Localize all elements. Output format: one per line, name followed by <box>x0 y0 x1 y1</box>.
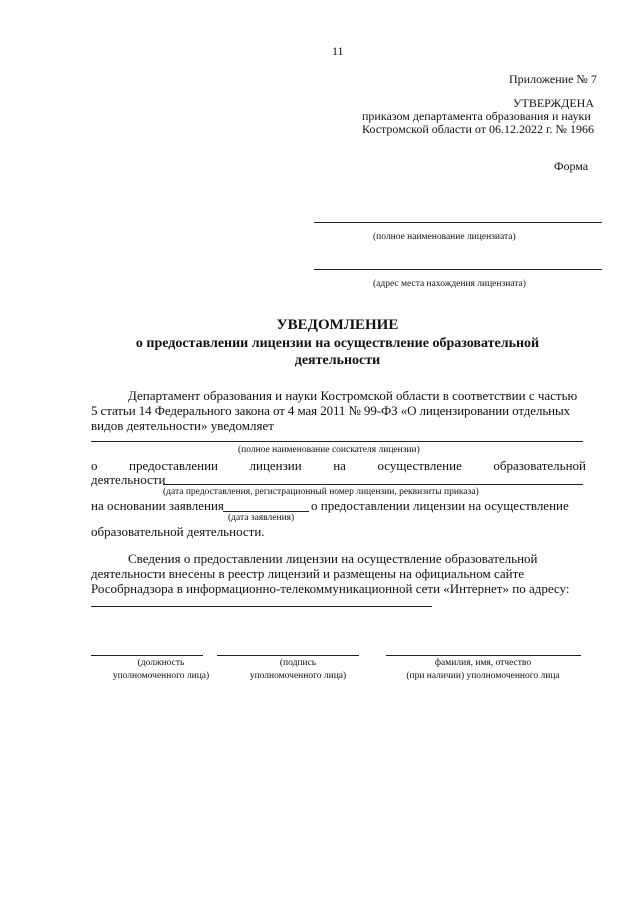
word-granting: предоставлении <box>129 458 218 473</box>
paragraph-2-line-1: Сведения о предоставлении лицензии на осуществление образовательной <box>128 551 538 566</box>
applicant-name-caption: (полное наименование соискателя лицензии) <box>238 445 420 455</box>
appendix-label: Приложение № 7 <box>509 72 597 86</box>
word-license: лицензии <box>249 458 302 473</box>
paragraph-2-line-2: деятельности внесены в реестр лицензий и размещены на официальном сайте <box>91 566 525 581</box>
licensee-name-line <box>314 222 602 223</box>
signature-caption-line-2: уполномоченного лица) <box>249 671 347 681</box>
full-name-caption-line-2: (при наличии) уполномоченного лица <box>406 671 560 681</box>
basis-prefix: на основании заявления <box>91 498 224 513</box>
signature-caption-line-1: (подпись <box>279 658 317 668</box>
paragraph-1-line-2: 5 статьи 14 Федерального закона от 4 мая 2011 № 99-ФЗ «О лицензировании отдельных <box>91 403 571 418</box>
form-label: Форма <box>554 159 589 173</box>
word-on: на <box>333 458 346 473</box>
licensee-address-line <box>314 269 602 270</box>
word-educational: образовательной <box>493 458 586 473</box>
page-number: 11 <box>332 44 344 58</box>
basis-end: образовательной деятельности. <box>91 524 265 539</box>
order-line-1: приказом департамента образования и науки <box>362 109 591 123</box>
basis-suffix: о предоставлении лицензии на осуществление <box>311 498 569 513</box>
licensee-name-caption: (полное наименование лицензиата) <box>373 232 516 242</box>
paragraph-2-line-3: Рособрнадзора в информационно-телекоммуникационной сети «Интернет» по адресу: <box>91 581 570 596</box>
word-implementation: осуществление <box>377 458 462 473</box>
applicant-name-line <box>91 441 583 442</box>
document-title: УВЕДОМЛЕНИЕ <box>276 317 399 333</box>
license-details-line <box>163 484 583 485</box>
word-o: о <box>91 458 98 473</box>
signature-line <box>217 655 359 656</box>
activity-word: деятельности <box>91 472 166 487</box>
document-subtitle-line-1: о предоставлении лицензии на осуществление образовательной <box>135 336 540 351</box>
position-line <box>91 655 203 656</box>
approved-label: УТВЕРЖДЕНА <box>513 96 595 110</box>
website-address-line <box>91 606 432 607</box>
full-name-line <box>386 655 581 656</box>
paragraph-1-line-3: видов деятельности» уведомляет <box>91 418 274 433</box>
full-name-caption-line-1: фамилия, имя, отчество <box>434 658 532 668</box>
licensee-address-caption: (адрес места нахождения лицензиата) <box>373 279 526 289</box>
position-caption-line-2: уполномоченного лица) <box>112 671 210 681</box>
application-date-caption: (дата заявления) <box>228 513 295 523</box>
order-line-2: Костромской области от 06.12.2022 г. № 1966 <box>362 122 594 136</box>
license-details-caption: (дата предоставления, регистрационный номер лицензии, реквизиты приказа) <box>163 487 479 497</box>
document-subtitle-line-2: деятельности <box>294 353 381 368</box>
application-date-line <box>223 511 309 512</box>
paragraph-1-line-1: Департамент образования и науки Костромской области в соответствии с частью <box>128 388 578 403</box>
position-caption-line-1: (должность <box>137 658 185 668</box>
